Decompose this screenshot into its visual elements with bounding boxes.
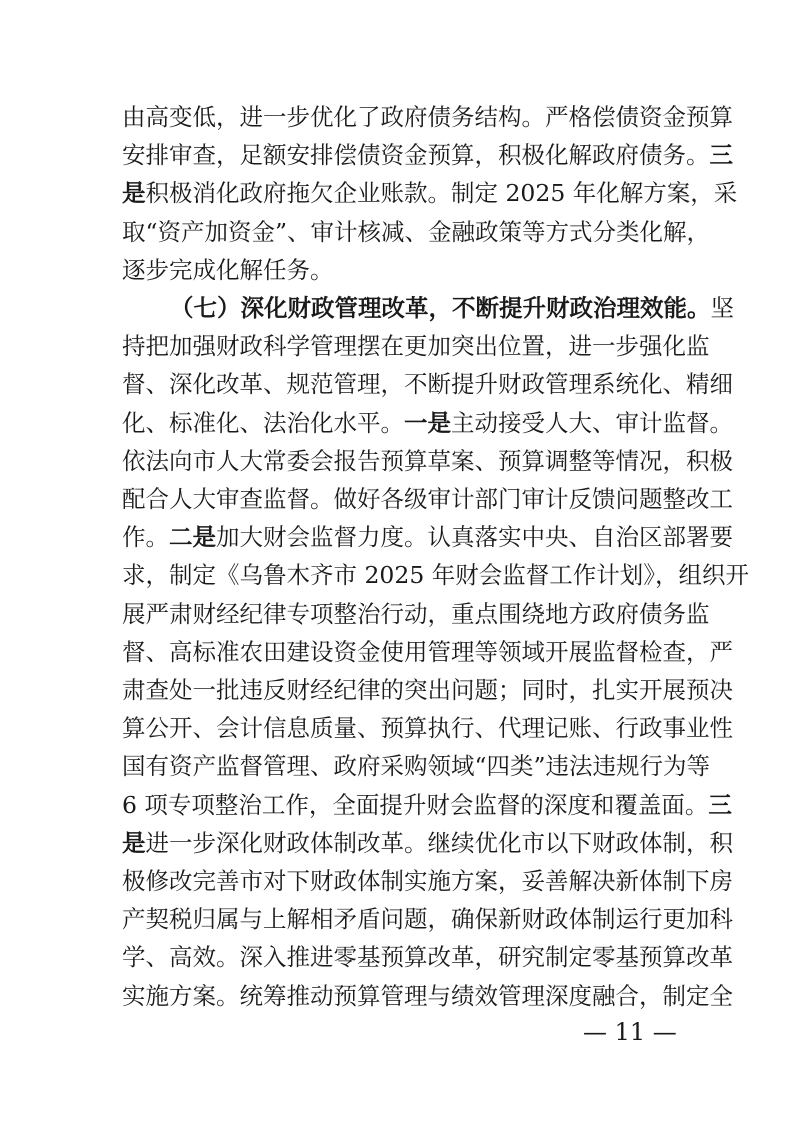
- text-run: 主动接受人大、审计监督。: [451, 408, 733, 437]
- section-heading-line: [170, 289, 734, 327]
- bold-marker: 一是: [404, 408, 451, 437]
- text-run: 督、深化改革、规范管理，不断提升财政管理系统化、精细: [122, 370, 733, 399]
- text-run: 加大财会监督力度。认真落实中央、自治区部署要: [216, 523, 733, 552]
- bold-marker: 二是: [169, 523, 216, 552]
- text-line: [122, 671, 733, 709]
- text-line: [122, 747, 711, 785]
- text-run: 督、高标准农田建设资金使用管理等领域开展监督检查，严: [122, 637, 733, 666]
- text-line: [122, 977, 733, 1015]
- text-run: 由高变低，进一步优化了政府债务结构。严格偿债资金预算: [122, 103, 733, 131]
- text-line: [122, 480, 733, 518]
- bold-marker: 是: [122, 828, 146, 857]
- text-line: [122, 213, 711, 251]
- text-line: [122, 365, 733, 403]
- text-run: 配合人大审查监督。做好各级审计部门审计反馈问题整改工: [122, 485, 733, 513]
- text-run: 安排审查，足额安排偿债资金预算，积极化解政府债务。: [122, 141, 710, 170]
- text-line: [122, 595, 710, 633]
- bold-marker: 三: [708, 790, 732, 819]
- text-run: 取“资产加资金”、审计核减、金融政策等方式分类化解，: [122, 217, 711, 246]
- text-line: [122, 174, 738, 212]
- text-line: [122, 862, 733, 900]
- text-run: 化、标准化、法治化水平。: [122, 408, 404, 437]
- text-run: 实施方案。统筹推动预算管理与绩效管理深度融合，制定全: [122, 981, 733, 1010]
- text-run: 6 项专项整治工作，全面提升财会监督的深度和覆盖面。: [122, 790, 709, 819]
- text-line: [122, 442, 733, 480]
- text-run: 产契税归属与上解相矛盾问题，确保新财政体制运行更加科: [122, 905, 733, 934]
- text-run: 展严肃财经纪律专项整治行动，重点围绕地方政府债务监: [122, 599, 710, 628]
- text-run: 积极消化政府拖欠企业账款。制定 2025 年化解方案，采: [145, 179, 738, 208]
- text-line: [122, 404, 733, 442]
- page-number: — 11 —: [583, 1018, 677, 1046]
- text-line: [122, 709, 733, 747]
- text-line: [122, 518, 733, 556]
- text-run: 求，制定《乌鲁木齐市 2025 年财会监督工作计划》，组织开: [122, 561, 749, 590]
- text-run: 作。: [122, 523, 169, 552]
- text-line: [122, 633, 733, 671]
- text-run: 持把加强财政科学管理摆在更加突出位置，进一步强化监: [122, 332, 710, 361]
- text-run: 坚: [710, 294, 734, 322]
- text-line: [122, 251, 672, 289]
- text-line: [122, 136, 733, 174]
- text-line: [122, 98, 733, 136]
- section-heading: （七）深化财政管理改革，不断提升财政治理效能。: [170, 294, 711, 322]
- text-run: 极修改完善市对下财政体制实施方案，妥善解决新体制下房: [122, 867, 733, 895]
- text-line: [122, 556, 749, 594]
- text-run: 依法向市人大常委会报告预算草案、预算调整等情况，积极: [122, 446, 733, 475]
- text-run: 学、高效。深入推进零基预算改革，研究制定零基预算改革: [122, 943, 733, 972]
- text-run: 逐步完成化解任务。: [122, 255, 334, 284]
- text-line: [122, 786, 732, 824]
- text-run: 进一步深化财政体制改革。继续优化市以下财政体制，积: [145, 828, 733, 857]
- text-line: [122, 327, 710, 365]
- bold-marker: 三: [709, 141, 733, 170]
- text-run: 肃查处一批违反财经纪律的突出问题；同时，扎实开展预决: [122, 676, 733, 704]
- text-line: [122, 900, 733, 938]
- bold-marker: 是: [122, 179, 146, 208]
- text-run: 国有资产监督管理、政府采购领域“四类”违法违规行为等: [122, 752, 711, 781]
- text-line: [122, 824, 733, 862]
- text-run: 算公开、会计信息质量、预算执行、代理记账、行政事业性: [122, 714, 733, 743]
- text-line: [122, 938, 733, 976]
